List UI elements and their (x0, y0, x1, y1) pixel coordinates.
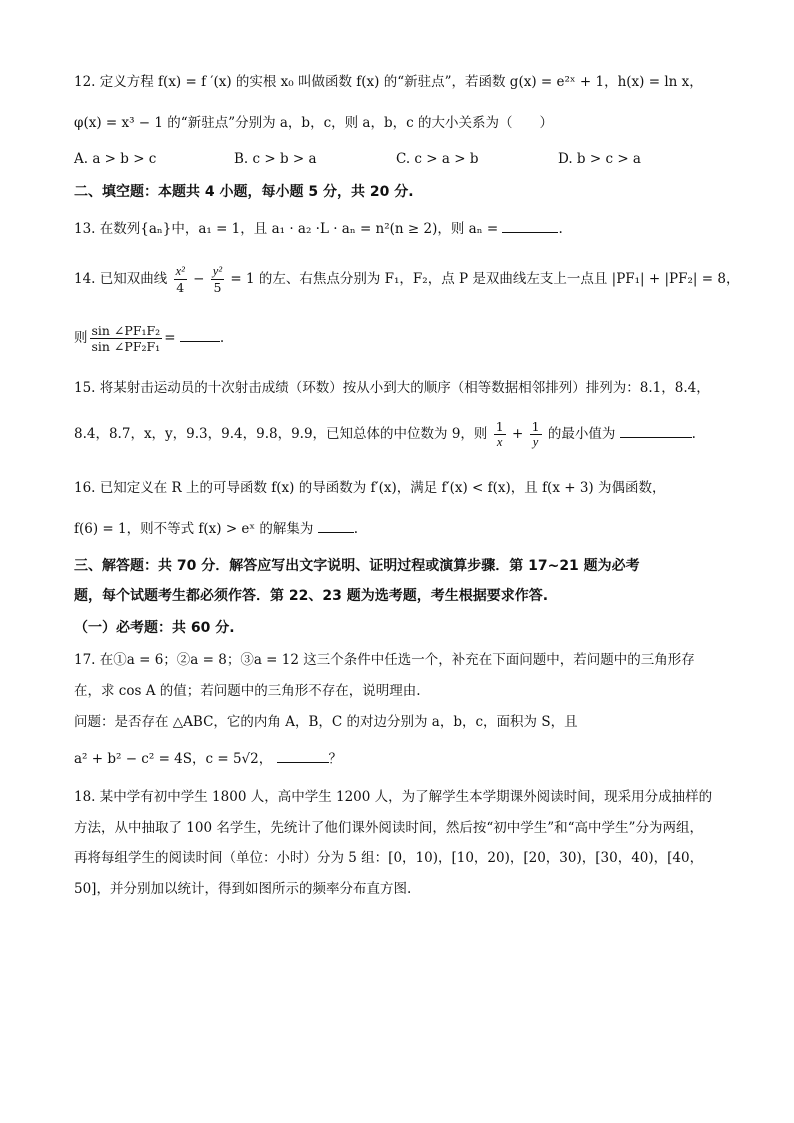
q14-frac1-num: x² (175, 264, 185, 278)
q17-answer-blank (277, 748, 329, 763)
q12-line2: φ(x) = x³ − 1 的“新驻点”分别为 a，b，c，则 a，b，c 的大小关系为（ ） (74, 115, 553, 131)
q13-text: 13. 在数列{aₙ}中，a₁ = 1，且 a₁ · a₂ ·L · aₙ = n²(n ≥ 2)，则 aₙ = (74, 221, 499, 237)
q14-line1 (74, 262, 740, 296)
q17-line4 (74, 748, 734, 769)
q12-option-a: A. a > b > c (74, 151, 157, 167)
q14-fraction-y (211, 264, 224, 295)
q14-fraction-x (174, 264, 187, 295)
q12-option-d: D. b > c > a (558, 151, 641, 167)
q14-end: . (219, 330, 225, 346)
q12-option-b: B. c > b > a (234, 151, 317, 167)
q14-frac3-den: sin ∠PF₂F₁ (91, 339, 161, 354)
q14-frac2-den: 5 (213, 280, 222, 295)
q16-end: . (353, 521, 359, 537)
q18-line2: 方法，从中抽取了 100 名学生，先统计了他们课外阅读时间，然后按“初中学生”和“高中学生”分为两组， (74, 820, 703, 836)
q14-frac1-den: 4 (176, 280, 185, 295)
q18-line4: 50]，并分别加以统计，得到如图所示的频率分布直方图. (74, 881, 412, 897)
q14-prefix: 14. 已知双曲线 (74, 271, 168, 287)
q14-frac3-num: sin ∠PF₁F₂ (91, 323, 161, 338)
q16-text: f(6) = 1，则不等式 f(x) > eˣ 的解集为 (74, 521, 314, 537)
q16-line1: 16. 已知定义在 R 上的可导函数 f(x) 的导函数为 f′(x)，满足 f′(x) < f(x)，且 f(x + 3) 为偶函数， (74, 480, 666, 496)
q18-line1: 18. 某中学有初中学生 1800 人，高中学生 1200 人，为了解学生本学期课外阅读时间，现采用分成抽样的 (74, 789, 713, 805)
q18-line3: 再将每组学生的阅读时间（单位：小时）分为 5 组：[0，10)，[10，20)，[20，30)，[30，40)，[40， (74, 850, 704, 866)
q17-line2: 在，求 cos A 的值；若问题中的三角形不存在，说明理由. (74, 683, 421, 699)
q12-line1: 12. 定义方程 f(x) = f ′(x) 的实根 x₀ 叫做函数 f(x) 的“新驻点”，若函数 g(x) = e²ˣ + 1，h(x) = ln x， (74, 74, 703, 90)
q17-condition: a² + b² − c² = 4S，c = 5√2， (74, 751, 273, 767)
q17-line1: 17. 在①a = 6；②a = 8；③a = 12 这三个条件中任选一个，补充在下面问题中，若问题中的三角形存 (74, 652, 695, 668)
q15-frac1-num: 1 (495, 419, 504, 434)
q15-end: . (691, 426, 696, 442)
q15-prefix: 8.4，8.7，x，y，9.3，9.4，9.8，9.9，已知总体的中位数为 9，则 (74, 426, 488, 442)
q15-suffix: 的最小值为 (547, 426, 616, 442)
q15-line2 (74, 414, 734, 454)
q17-line3: 问题：是否存在 △ABC，它的内角 A，B，C 的对边分别为 a，b，c，面积为 S，且 (74, 714, 578, 730)
q14-line2-prefix: 则 (74, 330, 88, 346)
q15-frac2-num: 1 (531, 419, 540, 434)
q15-frac1-den: x (496, 435, 503, 449)
q16-answer-blank (318, 518, 354, 533)
q15-answer-blank (620, 423, 692, 438)
section3-heading-line2: 题，每个试题考生都必须作答．第 22、23 题为选考题，考生根据要求作答. (74, 588, 549, 604)
q14-frac2-num: y² (212, 264, 223, 278)
q12-option-c: C. c > a > b (396, 151, 479, 167)
section3-subheading: （一）必考题：共 60 分. (74, 620, 235, 636)
q15-fraction-1y (530, 419, 542, 450)
q13-answer-blank (502, 218, 558, 233)
q15-fraction-1x (494, 419, 506, 450)
q15-line1: 15. 将某射击运动员的十次射击成绩（环数）按从小到大的顺序（相等数据相邻排列）排列为：8.1，8.4， (74, 380, 710, 396)
q14-line2 (74, 318, 734, 358)
q14-sine-ratio (90, 323, 163, 354)
section2-heading: 二、填空题：本题共 4 小题，每小题 5 分，共 20 分. (74, 184, 414, 200)
section3-heading-line1: 三、解答题：共 70 分．解答应写出文字说明、证明过程或演算步骤．第 17~21 题为必考 (74, 558, 640, 574)
q15-plus: + (511, 426, 524, 442)
q15-frac2-den: y (532, 435, 539, 449)
q14-minus: − (193, 271, 205, 287)
q14-suffix: = 1 的左、右焦点分别为 F₁，F₂，点 P 是双曲线左支上一点且 |PF₁| + |PF₂| = 8， (230, 271, 740, 287)
q14-answer-blank (180, 327, 220, 342)
q14-equals: = (164, 330, 176, 346)
q16-line2 (74, 518, 734, 539)
q17-question-mark: ？ (328, 751, 343, 767)
q13-line: 13. 在数列{aₙ}中，a₁ = 1，且 a₁ · a₂ ·L · aₙ = n²(n ≥ 2)，则 aₙ = . (74, 218, 734, 239)
